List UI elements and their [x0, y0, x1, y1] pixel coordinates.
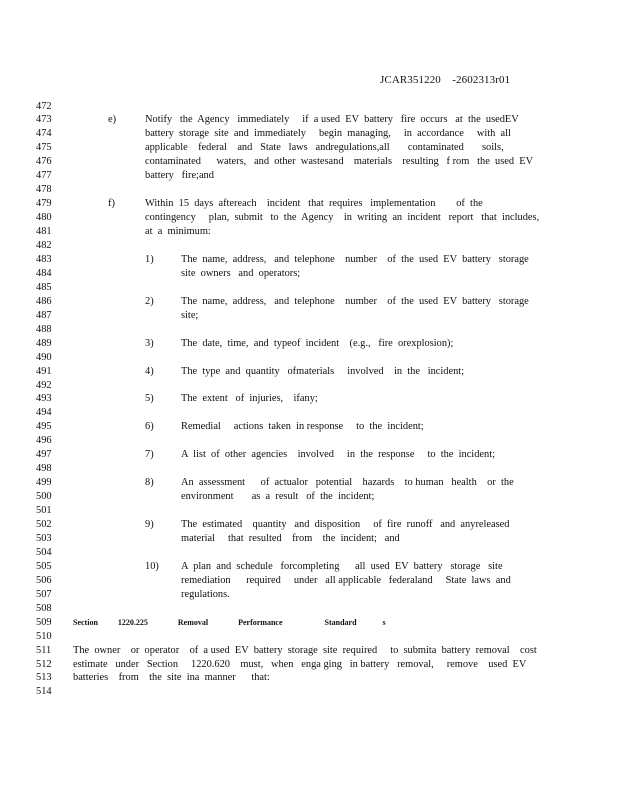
line-text: A list of other agencies involved in the response to the incident;	[181, 449, 495, 461]
line-text: batteries from the site ina manner that:	[73, 672, 270, 684]
document-line	[0, 631, 618, 643]
line-number: 472	[36, 100, 52, 112]
document-line	[0, 282, 618, 294]
document-line	[0, 533, 618, 545]
line-number: 509	[36, 616, 52, 628]
item-label: 7)	[145, 449, 154, 461]
line-number: 500	[36, 491, 52, 503]
line-text: site;	[181, 309, 199, 321]
line-text: An assessment of actualor potential hazards to human health or the	[181, 477, 514, 489]
line-number: 491	[36, 365, 52, 377]
document-line	[0, 449, 618, 461]
document-line	[0, 617, 618, 629]
document-line	[0, 505, 618, 517]
document-line	[0, 477, 618, 489]
line-number: 489	[36, 337, 52, 349]
document-line	[0, 296, 618, 308]
line-number: 505	[36, 560, 52, 572]
line-number: 492	[36, 379, 52, 391]
document-line	[0, 463, 618, 475]
line-number: 513	[36, 672, 52, 684]
document-id-header: JCAR351220 -2602313r01	[380, 74, 511, 86]
line-text: The date, time, and typeof incident (e.g., fire orexplosion);	[181, 337, 454, 349]
line-number: 487	[36, 309, 52, 321]
line-text: The name, address, and telephone number of the used EV battery storage	[181, 295, 529, 307]
line-number: 510	[36, 630, 52, 642]
document-line	[0, 519, 618, 531]
line-number: 479	[36, 198, 52, 210]
document-line	[0, 575, 618, 587]
line-text: material that resulted from the incident; and	[181, 532, 400, 544]
line-text: Notify the Agency immediately if a used EV battery fire occurs at the usedEV	[145, 114, 519, 126]
document-line	[0, 407, 618, 419]
document-line	[0, 561, 618, 573]
document-line	[0, 338, 618, 350]
document-line	[0, 659, 618, 671]
line-number: 503	[36, 532, 52, 544]
line-number: 508	[36, 602, 52, 614]
line-number: 482	[36, 240, 52, 251]
line-text: Within 15 days aftereach incident that requires implementation of the	[145, 198, 483, 210]
line-number: 506	[36, 574, 52, 586]
line-number: 490	[36, 351, 52, 363]
document-line	[0, 240, 618, 252]
document-line	[0, 421, 618, 433]
line-text: The owner or operator of a used EV battery storage site required to submita battery removal cost	[73, 644, 537, 656]
document-line	[0, 380, 618, 392]
line-number: 495	[36, 421, 52, 433]
item-label: f)	[108, 198, 115, 210]
line-number: 496	[36, 435, 52, 447]
line-text: estimate under Section 1220.620 must, when enga ging in battery removal, remove used EV	[73, 658, 527, 670]
document-line	[0, 491, 618, 503]
document-line	[0, 101, 618, 113]
line-text: contingency plan, submit to the Agency in writing an incident report that includes,	[145, 212, 540, 224]
line-text: The estimated quantity and disposition of fire runoff and anyreleased	[181, 519, 510, 530]
line-number: 511	[36, 644, 52, 656]
document-line	[0, 393, 618, 405]
line-text: The type and quantity ofmaterials involved in the incident;	[181, 365, 465, 377]
line-number: 514	[36, 686, 52, 698]
line-number: 485	[36, 281, 52, 293]
document-line	[0, 254, 618, 266]
item-label: 9)	[145, 519, 154, 530]
document-line	[0, 114, 618, 126]
item-label: 6)	[145, 421, 154, 433]
document-line	[0, 198, 618, 210]
line-number: 486	[36, 295, 52, 307]
line-number: 480	[36, 212, 52, 224]
document-line	[0, 435, 618, 447]
line-number: 504	[36, 546, 52, 558]
line-number: 497	[36, 449, 52, 461]
item-label: e)	[108, 114, 117, 126]
section-heading: Section 1220.225 Removal Performance Standard s	[73, 617, 386, 627]
item-label: 3)	[145, 337, 154, 349]
line-number: 498	[36, 463, 52, 475]
document-line	[0, 686, 618, 698]
item-label: 1)	[145, 253, 154, 265]
document-line	[0, 268, 618, 280]
document-line	[0, 128, 618, 140]
line-text: remediation required under all applicable federaland State laws and	[181, 574, 511, 586]
document-line	[0, 142, 618, 154]
line-number: 481	[36, 226, 52, 238]
line-number: 488	[36, 323, 52, 335]
line-text: battery fire;and	[145, 170, 214, 182]
document-line	[0, 366, 618, 378]
line-number: 476	[36, 156, 52, 168]
document-line	[0, 589, 618, 601]
item-label: 2)	[145, 295, 154, 307]
document-line	[0, 170, 618, 182]
line-text: A plan and schedule forcompleting all used EV battery storage site	[181, 560, 503, 572]
item-label: 10)	[145, 560, 159, 572]
item-label: 4)	[145, 365, 154, 377]
item-label: 8)	[145, 477, 154, 489]
item-label: 5)	[145, 393, 154, 405]
document-line	[0, 547, 618, 559]
line-text: at a minimum:	[145, 226, 211, 238]
line-number: 494	[36, 407, 52, 419]
line-number: 499	[36, 477, 52, 489]
line-number: 478	[36, 184, 52, 196]
line-text: The name, address, and telephone number of the used EV battery storage	[181, 253, 529, 265]
document-line	[0, 352, 618, 364]
line-number: 474	[36, 128, 52, 140]
document-line	[0, 212, 618, 224]
document-line	[0, 324, 618, 336]
document-line	[0, 156, 618, 168]
document-line	[0, 603, 618, 615]
document-line	[0, 226, 618, 238]
document-line	[0, 310, 618, 322]
line-number: 501	[36, 505, 52, 517]
line-number: 512	[36, 658, 52, 670]
line-text: The extent of injuries, ifany;	[181, 393, 318, 405]
document-line	[0, 672, 618, 684]
line-text: regulations.	[181, 588, 230, 600]
line-number: 493	[36, 393, 52, 405]
line-number: 502	[36, 519, 52, 530]
line-text: battery storage site and immediately begin managing, in accordance with all	[145, 128, 511, 140]
line-number: 483	[36, 253, 52, 265]
line-number: 475	[36, 142, 52, 154]
document-line	[0, 645, 618, 657]
line-number: 477	[36, 170, 52, 182]
line-text: site owners and operators;	[181, 267, 301, 279]
line-text: contaminated waters, and other wastesand materials resulting f rom the used EV	[145, 156, 534, 168]
line-number: 507	[36, 588, 52, 600]
line-number: 484	[36, 267, 52, 279]
line-text: applicable federal and State laws andregulations,all contaminated soils,	[145, 142, 504, 154]
document-line	[0, 184, 618, 196]
line-number: 473	[36, 114, 52, 126]
line-text: Remedial actions taken in response to the incident;	[181, 421, 424, 433]
line-text: environment as a result of the incident;	[181, 491, 375, 503]
